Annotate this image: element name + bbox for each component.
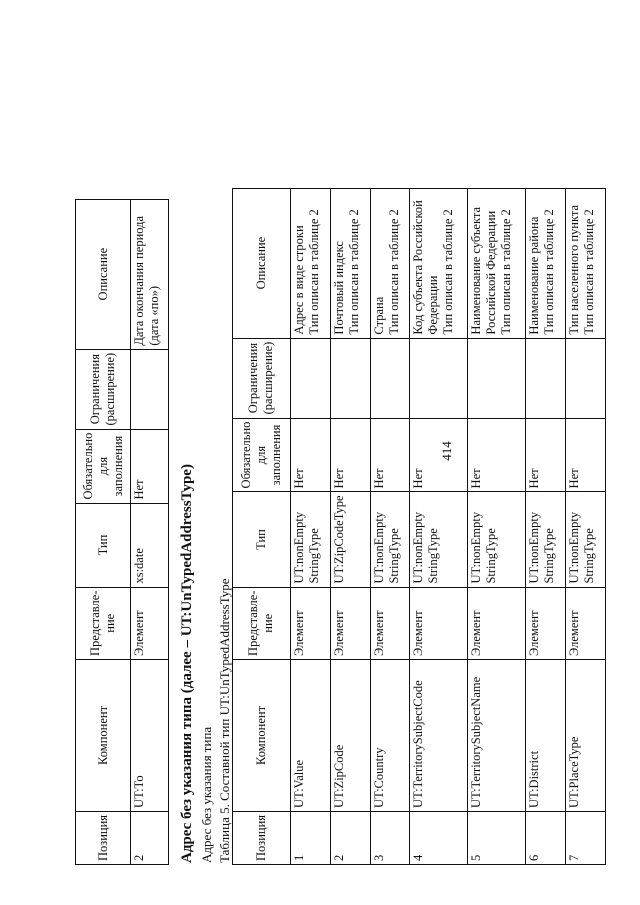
cell-representation: Элемент xyxy=(468,587,526,659)
description-text: Тип населенного пункта xyxy=(567,204,582,335)
table-row xyxy=(410,188,468,864)
cell-type: UT:ZipCodeType xyxy=(330,492,370,587)
main-table xyxy=(232,188,606,865)
cell-component: UT:District xyxy=(526,659,566,811)
table-header-row xyxy=(233,188,291,864)
section-subtitle: Адрес без указания типа xyxy=(199,726,214,863)
cell-limits xyxy=(330,338,370,418)
table-row xyxy=(131,199,169,864)
cell-limits xyxy=(468,338,526,418)
description-text: Адрес в виде строки xyxy=(291,225,306,335)
cell-representation: Элемент xyxy=(290,587,330,659)
type-reference: Тип описан в таблице 2 xyxy=(542,209,557,335)
cell-description: Дата окончания периода (дата «по») xyxy=(131,199,169,349)
description-text: Наименование района xyxy=(527,216,542,335)
cell-required: Нет xyxy=(468,418,526,492)
cell-required: Нет xyxy=(330,418,370,492)
header-type: Тип xyxy=(233,492,291,587)
cell-component: UT:TerritorySubjectName xyxy=(468,659,526,811)
cell-position: 5 xyxy=(468,811,526,864)
cell-limits xyxy=(566,338,606,418)
cell-representation: Элемент xyxy=(526,587,566,659)
type-reference: Тип описан в таблице 2 xyxy=(499,209,514,335)
cell-type: UT:nonEmpty StringType xyxy=(526,492,566,587)
table-row xyxy=(526,188,566,864)
cell-description xyxy=(410,188,468,338)
type-reference: Тип описан в таблице 2 xyxy=(386,209,401,335)
cell-component: UT:To xyxy=(131,659,169,811)
cell-representation: Элемент xyxy=(330,587,370,659)
cell-type: UT:nonEmpty StringType xyxy=(370,492,410,587)
cell-representation: Элемент xyxy=(566,587,606,659)
type-reference: Тип описан в таблице 2 xyxy=(346,209,361,335)
header-limits: Ограничения (расширение) xyxy=(76,349,131,429)
cell-type: UT:nonEmpty StringType xyxy=(290,492,330,587)
header-required: Обязательно для заполнения xyxy=(76,429,131,503)
cell-description xyxy=(290,188,330,338)
type-reference: Тип описан в таблице 2 xyxy=(441,209,456,335)
cell-representation: Элемент xyxy=(131,587,169,659)
header-type: Тип xyxy=(76,503,131,587)
cell-type: xs:date xyxy=(131,503,169,587)
table-row xyxy=(290,188,330,864)
table-row xyxy=(468,188,526,864)
cell-position: 7 xyxy=(566,811,606,864)
header-component: Компонент xyxy=(76,659,131,811)
header-required: Обязательно для заполнения xyxy=(233,418,291,492)
cell-representation: Элемент xyxy=(410,587,468,659)
description-text: Код субъекта Российской Федерации xyxy=(411,200,441,335)
header-description: Описание xyxy=(233,188,291,338)
cell-description xyxy=(330,188,370,338)
header-representation: Представле-ние xyxy=(233,587,291,659)
cell-position: 2 xyxy=(330,811,370,864)
cell-required: Нет xyxy=(566,418,606,492)
description-text: Наименование субъекта Российской Федерации xyxy=(469,206,499,335)
cell-required: Нет xyxy=(370,418,410,492)
header-description: Описание xyxy=(76,199,131,349)
cell-component: UT:Country xyxy=(370,659,410,811)
type-reference: Тип описан в таблице 2 xyxy=(582,209,597,335)
cell-description xyxy=(566,188,606,338)
cell-limits xyxy=(131,349,169,429)
table-header-row xyxy=(76,199,131,864)
header-position: Позиция xyxy=(76,811,131,864)
cell-description xyxy=(468,188,526,338)
cell-type: UT:nonEmpty StringType xyxy=(566,492,606,587)
cell-description xyxy=(526,188,566,338)
cell-position: 2 xyxy=(131,811,169,864)
header-component: Компонент xyxy=(233,659,291,811)
table-row xyxy=(566,188,606,864)
cell-required: Нет xyxy=(131,429,169,503)
section-heading: Адрес без указания типа (далее – UT:UnTypedAddressType) xyxy=(179,464,195,863)
cell-limits xyxy=(290,338,330,418)
header-position: Позиция xyxy=(233,811,291,864)
cell-required: Нет xyxy=(526,418,566,492)
cell-position: 3 xyxy=(370,811,410,864)
cell-limits xyxy=(370,338,410,418)
cell-required: Нет xyxy=(290,418,330,492)
cell-position: 6 xyxy=(526,811,566,864)
cell-description xyxy=(370,188,410,338)
cell-component: UT:Value xyxy=(290,659,330,811)
cell-representation: Элемент xyxy=(370,587,410,659)
cell-component: UT:ZipCode xyxy=(330,659,370,811)
table-row xyxy=(370,188,410,864)
type-reference: Тип описан в таблице 2 xyxy=(306,209,321,335)
top-table xyxy=(75,199,169,865)
cell-limits xyxy=(410,338,468,418)
cell-required: Нет xyxy=(410,418,468,492)
cell-position: 1 xyxy=(290,811,330,864)
cell-component: UT:PlaceType xyxy=(566,659,606,811)
cell-component: UT:TerritorySubjectCode xyxy=(410,659,468,811)
cell-limits xyxy=(526,338,566,418)
header-limits: Ограничения (расширение) xyxy=(233,338,291,418)
cell-position: 4 xyxy=(410,811,468,864)
cell-type: UT:nonEmpty StringType xyxy=(410,492,468,587)
table-row xyxy=(330,188,370,864)
cell-type: UT:nonEmpty StringType xyxy=(468,492,526,587)
table-caption: Таблица 5. Составной тип UT:UnTypedAddressType xyxy=(217,578,232,863)
page-number: 414 xyxy=(439,441,454,461)
description-text: Страна xyxy=(371,296,386,335)
header-representation: Представле-ние xyxy=(76,587,131,659)
description-text: Почтовый индекс xyxy=(331,241,346,335)
